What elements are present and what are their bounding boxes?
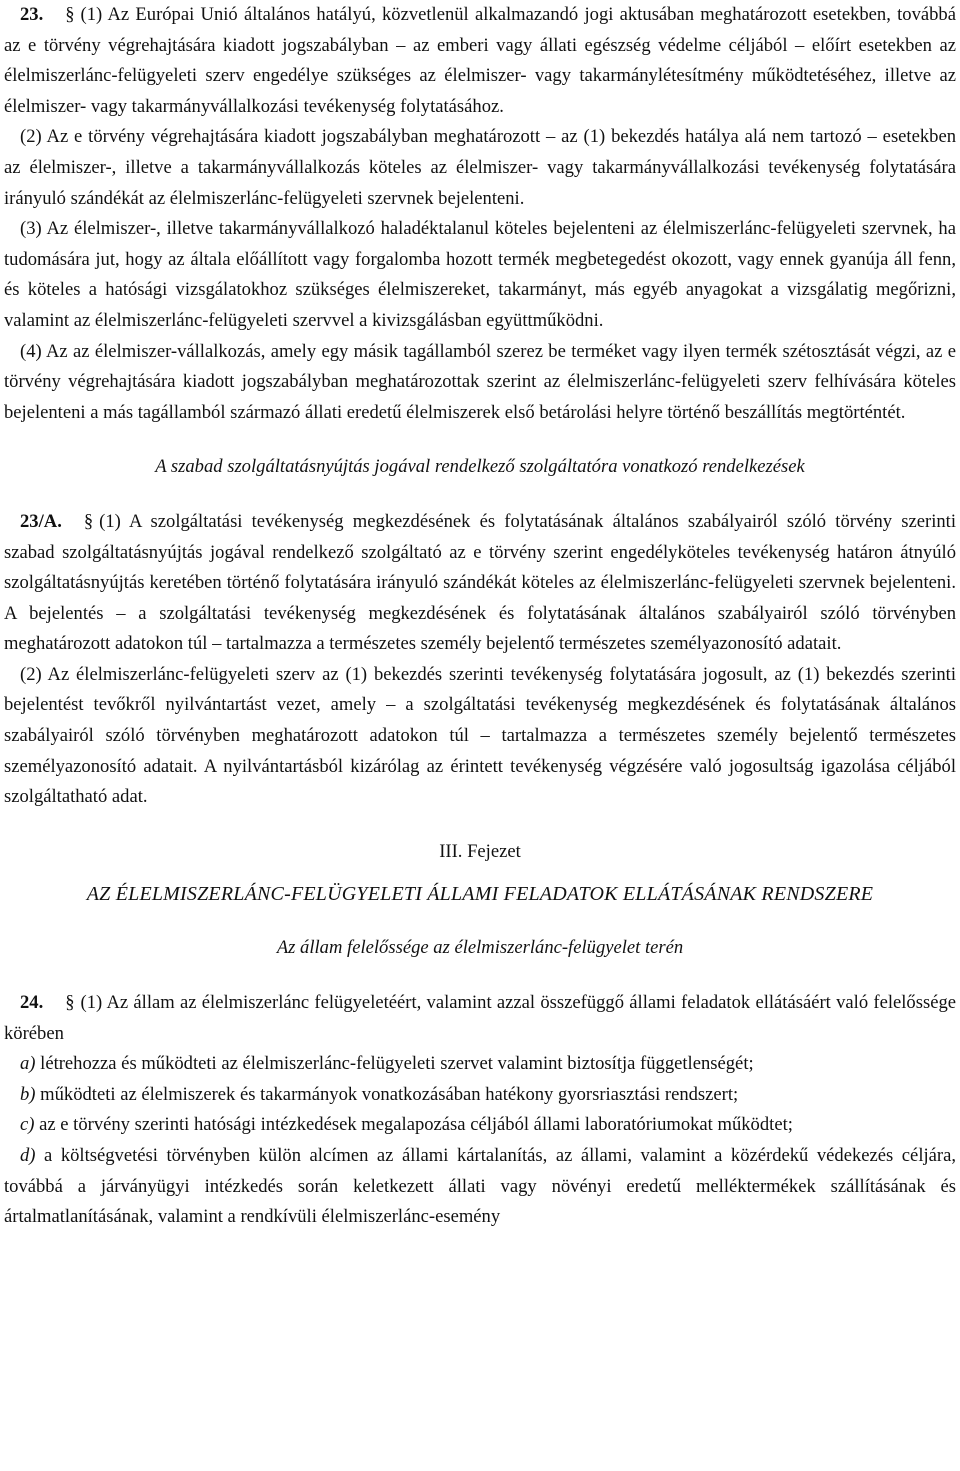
chapter-subtitle: Az állam felelőssége az élelmiszerlánc-felügyelet terén [276,937,684,959]
document-page [4,0,956,1233]
section-23a-number: 23/A. [20,510,62,532]
item-text: működteti az élelmiszerek és takarmányok vonatkozásában hatékony gyorsriasztási rendszert; [40,1083,739,1105]
section-24-item-a [4,1049,956,1080]
section-23-p1-text: (1) Az Európai Unió általános hatályú, közvetlenül alkalmazandó jogi aktusában meghatározott esetekben, továbbá az e törvény végrehajtására kiadott jogszabályban – az emberi vagy állati egészség védelme céljából – előírt esetekben az élelmiszerlánc-felügyeleti szerv engedélye szükséges az élelmiszer- vagy takarmánylétesítmény működtetéséhez, illetve az élelmiszer- vagy takarmányvállalkozási tevékenység folytatásához. [4,4,956,117]
item-text: a költségvetési törvényben külön alcímen az állami kártalanítás, az állami, valamint a közérdekű védekezés céljára, továbbá a járványügyi intézkedés során keletkezett állati vagy növényi eredetű melléktermékek szállításának és ártalmatlanításának, valamint a rendkívüli élelmiszerlánc-esemény [4,1145,956,1228]
section-23a-p1-text: (1) A szolgáltatási tevékenység megkezdésének és folytatásának általános szabályairól szóló törvény szerinti szabad szolgáltatásnyújtás jogával rendelkező szolgáltató az e törvény szerint engedélyköteles tevékenység határon átnyúló szolgáltatásnyújtás keretében történő folytatására irányuló szándékát köteles az élelmiszerlánc-felügyeleti szervnek bejelenteni. A bejelentés – a szolgáltatási tevékenység megkezdésének és folytatásának általános szabályairól szóló törvényben meghatározott adatokon túl – tartalmazza a természetes személy bejelentő természetes személyazonosító adatait. [4,510,956,655]
section-23-number: 23. [20,4,44,25]
spacer [4,813,956,837]
section-24-intro-text: (1) Az állam az élelmiszerlánc felügyeletéért, valamint azzal összefüggő állami feladatok ellátásáért való felelőssége körében [4,992,956,1044]
spacer [4,909,956,933]
chapter-number: III. Fejezet [439,840,521,862]
item-text: az e törvény szerinti hatósági intézkedések megalapozása céljából állami laboratóriumokat működtet; [39,1114,793,1136]
section-23-paragraph-1 [4,0,956,122]
section-sign-icon: § [65,992,75,1014]
section-sign-icon: § [65,4,75,25]
section-23-paragraph-3: (3) Az élelmiszer-, illetve takarmányvállalkozó haladéktalanul köteles bejelenteni az élelmiszerlánc-felügyeleti szervnek, ha tudomására jut, hogy az általa előállított vagy forgalomba hozott termék megbetegedést okozott, vagy ennek gyanúja áll fenn, és köteles a hatósági vizsgálatokhoz szükséges élelmiszereket, takarmányt, más egyéb anyagokat a vizsgálatig megőrizni, valamint az élelmiszerlánc-felügyeleti szervvel a kivizsgálásban együttműködni. [4,218,956,331]
section-24-intro [4,988,956,1049]
spacer [4,483,956,507]
spacer [4,428,956,452]
section-23-paragraph-4: (4) Az az élelmiszer-vállalkozás, amely egy másik tagállamból szerez be terméket vagy ilyen termék szétosztását végzi, az e törvény végrehajtására kiadott jogszabályban meghatározottak szerint az élelmiszerlánc-felügyeleti szerv felhívására köteles bejelenteni a más tagállamból származó állati eredetű élelmiszerek első betárolási helyre történő beszállítás megtörténtét. [4,340,956,423]
section-sign-icon: § [83,510,94,532]
section-24-number: 24. [20,992,44,1014]
section-24-item-b [4,1080,956,1111]
item-label: d) [20,1145,36,1166]
item-label: c) [20,1114,35,1136]
section-23a-paragraph-2: (2) Az élelmiszerlánc-felügyeleti szerv az (1) bekezdés szerinti tevékenység folytatására jogosult, az (1) bekezdés szerinti bejelentést tevőkről nyilvántartást vezet, amely – a szolgáltatási tevékenység megkezdésének és folytatásának általános szabályairól szóló törvényben meghatározott adatokon túl – tartalmazza a természetes személy bejelentő természetes személyazonosító adatait. A nyilvántartásból kizárólag az érintett tevékenység végzésére való jogosultság igazolása céljából szolgáltatható adat. [4,663,956,808]
spacer [4,964,956,988]
spacer [4,867,956,879]
chapter-title: AZ ÉLELMISZERLÁNC-FELÜGYELETI ÁLLAMI FELADATOK ELLÁTÁSÁNAK RENDSZERE [86,883,874,906]
section-23a-paragraph-1 [4,507,956,660]
item-label: b) [20,1083,36,1105]
item-text: létrehozza és működteti az élelmiszerlánc-felügyeleti szervet valamint biztosítja függetlenségét; [40,1053,754,1075]
section-24-item-c [4,1110,956,1141]
section-23-paragraph-2: (2) Az e törvény végrehajtására kiadott jogszabályban meghatározott – az (1) bekezdés hatálya alá nem tartozó – esetekben az élelmiszer-, illetve a takarmányvállalkozás köteles az élelmiszer- vagy takarmányvállalkozási tevékenység folytatására irányuló szándékát az élelmiszerlánc-felügyeleti szervnek bejelenteni. [4,126,956,209]
item-label: a) [20,1053,36,1075]
subheading-23a: A szabad szolgáltatásnyújtás jogával rendelkező szolgáltatóra vonatkozó rendelkezések [155,456,805,478]
section-24-item-d [4,1141,956,1233]
